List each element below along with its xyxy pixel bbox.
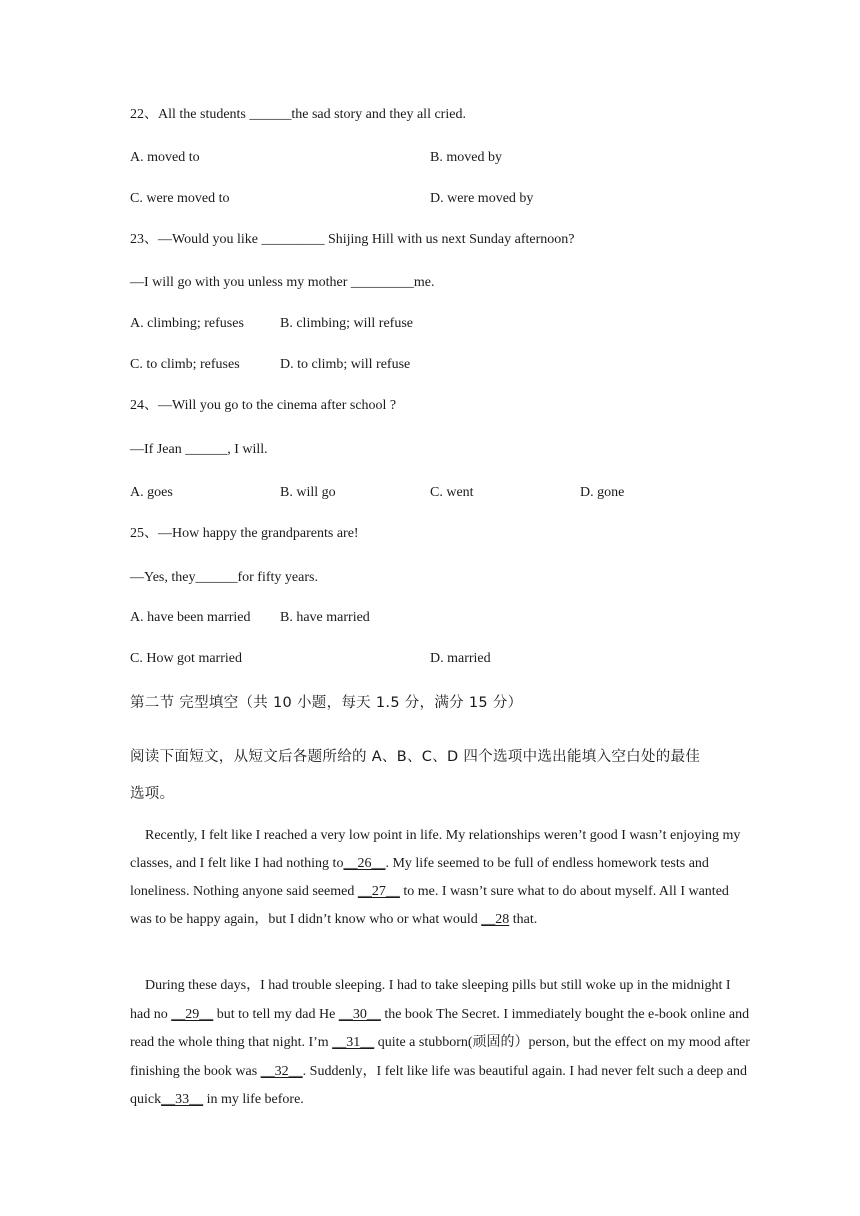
question-24-option-d: D. gone [580, 485, 625, 500]
blank-31: __31__ [332, 1035, 375, 1050]
passage-text: but to tell my dad He [213, 1006, 339, 1022]
passage-paragraph-2 [130, 972, 750, 1115]
blank-32: __32__ [260, 1063, 303, 1079]
question-24-stem: 24、—Will you go to the cinema after school ? [130, 398, 397, 413]
passage-text: the book The Secret. I immediately bought the e-book online and read the whole thing that night. I’m [130, 1006, 750, 1050]
passage-text: During these days，I had trouble sleeping. I had to take sleeping pills but still woke up in the midnight I had no [130, 978, 731, 1022]
passage-paragraph-1 [130, 822, 750, 934]
section-instruction-line2: 选项。 [130, 786, 175, 802]
question-25-stem: 25、—How happy the grandparents are! [130, 526, 359, 541]
blank-30: __30__ [338, 1006, 381, 1022]
passage-text: that. [509, 912, 538, 927]
question-22-option-b: B. moved by [430, 150, 502, 165]
question-23-stem: 23、—Would you like _________ Shijing Hill with us next Sunday afternoon? [130, 232, 575, 247]
passage-text: quite a stubborn(顽固的）person, but the effect on my mood after finishing the book was [130, 1035, 750, 1079]
blank-33: __33__ [161, 1092, 204, 1107]
blank-28: __28 [481, 912, 510, 927]
question-23-option-a: A. climbing; refuses [130, 316, 244, 331]
question-22-option-d: D. were moved by [430, 191, 534, 206]
question-22-option-a: A. moved to [130, 150, 200, 165]
passage-text: . My life seemed to be full of endless homework tests and loneliness. Nothing anyone said seemed [130, 856, 709, 899]
question-25-reply: —Yes, they______for fifty years. [130, 570, 318, 585]
question-25-option-d: D. married [430, 651, 491, 666]
question-25-option-c: C. How got married [130, 651, 242, 666]
passage-text: Recently, I felt like I reached a very low point in life. My relationships weren’t good I wasn’t enjoying my classes, and I felt like I had nothing to [130, 828, 741, 871]
blank-27: __27__ [357, 884, 400, 899]
passage-text: to me. I wasn’t sure what to do about myself. All I wanted was to be happy again，but I didn’t know who or what would [130, 884, 729, 927]
question-23-option-b: B. climbing; will refuse [280, 316, 413, 331]
passage-text: . Suddenly，I felt like life was beautiful again. I had never felt such a deep and quick [130, 1063, 747, 1107]
question-23-reply: —I will go with you unless my mother _________me. [130, 275, 435, 290]
question-22-option-c: C. were moved to [130, 191, 230, 206]
question-23-option-c: C. to climb; refuses [130, 357, 240, 372]
blank-29: __29__ [171, 1006, 214, 1022]
question-25-option-b: B. have married [280, 610, 370, 625]
question-24-option-c: C. went [430, 485, 474, 500]
section-instruction-line1: 阅读下面短文，从短文后各题所给的 A、B、C、D 四个选项中选出能填入空白处的最佳 [130, 749, 701, 765]
passage-text: in my life before. [203, 1092, 304, 1107]
question-25-option-a: A. have been married [130, 610, 251, 625]
blank-26: __26__ [343, 856, 386, 871]
section-heading: 第二节 完型填空（共 10 小题，每天 1.5 分，满分 15 分） [130, 695, 523, 711]
question-24-reply: —If Jean ______, I will. [130, 442, 268, 457]
question-23-option-d: D. to climb; will refuse [280, 357, 411, 372]
question-22-stem: 22、All the students ______the sad story and they all cried. [130, 107, 466, 122]
question-24-option-a: A. goes [130, 485, 173, 500]
question-24-option-b: B. will go [280, 485, 336, 500]
